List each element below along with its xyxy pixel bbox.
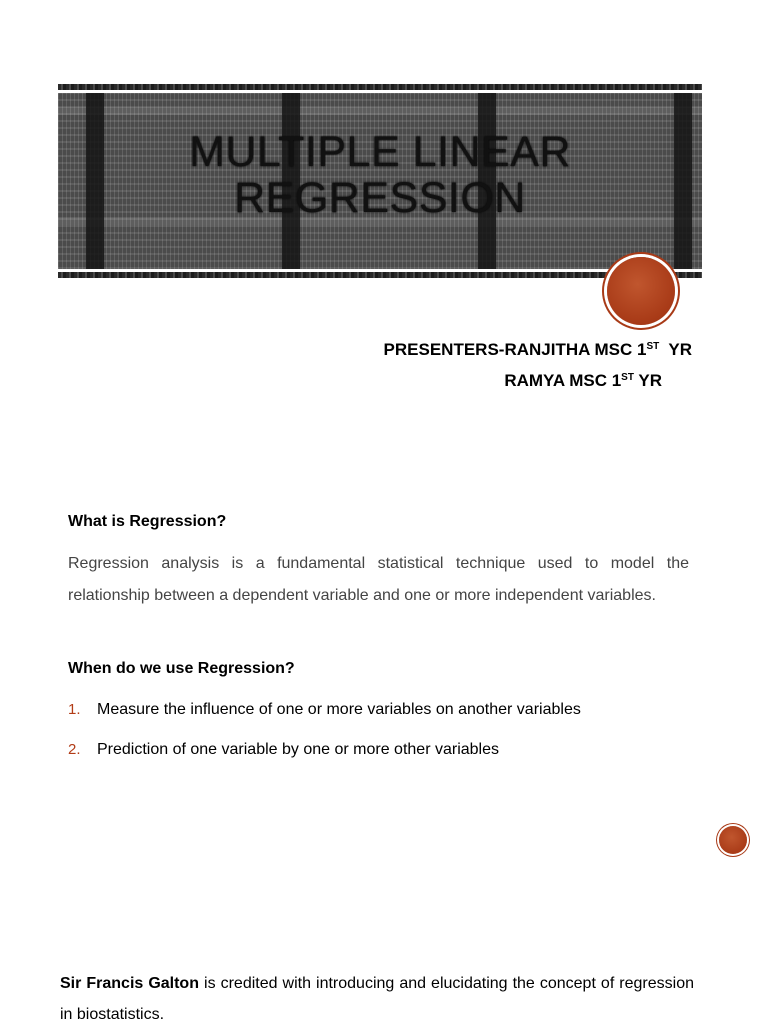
presenter-2-name: RAMYA MSC 1 [504,371,622,390]
decorative-circle-badge [607,257,675,325]
banner-top-rule [58,84,702,90]
presenter-1-year: YR [668,340,692,359]
list-item-text: Measure the influence of one or more variables on another variables [97,701,581,718]
presenter-1-superscript: ST [646,341,660,352]
title-banner [58,84,702,278]
banner-bottom-rule [58,272,702,278]
heading-when-to-use: When do we use Regression? [68,660,295,677]
list-item-text: Prediction of one variable by one or more other variables [97,741,499,758]
regression-definition-paragraph: Regression analysis is a fundamental statistical technique used to model the relationship between a dependent variable and one or more independent variables. [68,555,689,604]
galton-paragraph [60,968,694,1030]
presenter-2-year: YR [638,371,662,390]
presenter-2-superscript: ST [621,372,634,383]
presenter-line-2 [384,365,662,396]
banner-texture [58,93,702,269]
list-number: 2. [68,741,81,758]
presenter-1-name: PRESENTERS-RANJITHA MSC 1 [383,340,647,359]
decorative-circle-small [719,826,747,854]
list-item [68,741,499,759]
presenter-line-1 [384,334,692,365]
galton-name: Sir Francis Galton [60,975,199,992]
list-item [68,701,581,719]
presenters-block [384,334,692,396]
galton-text: is credited with introducing and elucidating the concept of regression in biostatistics. [60,975,694,1023]
heading-what-is-regression: What is Regression? [68,513,227,530]
list-number: 1. [68,701,81,718]
slide-title: MULTIPLE LINEAR REGRESSION [189,128,571,222]
